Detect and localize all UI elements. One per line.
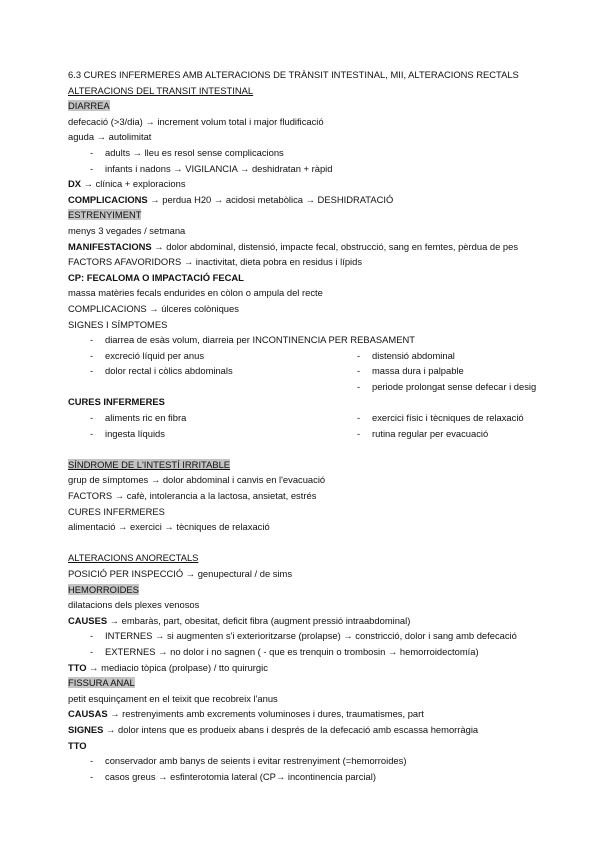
text-line: SIGNES → dolor intens que es produeix abans i després de la defecació amb escassa hemorràgia <box>68 723 479 735</box>
section-heading: ALTERACIONS DEL TRANSIT INTESTINAL <box>68 84 254 96</box>
list-item: - EXTERNES → no dolor i no sagnen ( - que es trenquin o trombosin → hemorroidectomía) <box>90 645 479 657</box>
list-row: - excreció líquid per anus - distensió abdominal <box>90 349 455 361</box>
list-item: - infants i nadons → VIGILANCIA → deshidratan + ràpid <box>90 162 333 174</box>
text-line: COMPLICACIONS → úlceres colòniques <box>68 302 239 314</box>
text-line: menys 3 vegades / setmana <box>68 224 186 236</box>
text-line: DX → clínica + exploracions <box>68 178 186 190</box>
list-item: - adults → lleu es resol sense complicacions <box>90 146 284 158</box>
text-line: dilatacions dels plexes venosos <box>68 599 200 611</box>
text-line: TTO → mediacio tòpica (prolpase) / tto quirurgic <box>68 661 268 673</box>
list-row: - ingesta líquids - rutina regular per evacuació <box>90 427 489 439</box>
text-line: COMPLICACIONS → perdua H20 → acidosi metabòlica → DESHIDRATACIÓ <box>68 193 394 205</box>
text-line: CP: FECALOMA O IMPACTACIÓ FECAL <box>68 271 244 283</box>
list-row: - periode prolongat sense defecar i desig <box>357 380 537 392</box>
doc-title: 6.3 CURES INFERMERES AMB ALTERACIONS DE TRÀNSIT INTESTINAL, MII, ALTERACIONS RECTALS <box>68 69 519 80</box>
subheading-fissura: FISSURA ANAL <box>68 677 135 689</box>
subheading-estrenyiment: ESTRENYIMENT <box>68 209 142 221</box>
text-line: CURES INFERMERES <box>68 396 165 408</box>
list-row: - dolor rectal i còlics abdominals - massa dura i palpable <box>90 365 464 377</box>
list-item: - diarrea de esàs volum, diarreia per INCONTINENCIA PER REBASAMENT <box>90 334 415 346</box>
text-line: massa matèries fecals endurides en còlon o ampula del recte <box>68 287 323 299</box>
text-line: CAUSAS → restrenyiments amb excrements voluminoses i dures, traumatismes, part <box>68 708 424 720</box>
document-page <box>68 67 568 784</box>
subheading-hemorroides: HEMORROIDES <box>68 583 139 595</box>
list-row: - aliments ric en fibra - exercici físic i tècniques de relaxació <box>90 412 524 424</box>
text-line: grup de símptomes → dolor abdominal i canvis en l'evacuació <box>68 474 326 486</box>
text-line: alimentació → exercici → tècniques de relaxació <box>68 521 270 533</box>
list-item: - INTERNES → si augmenten s'i exterioritzarse (prolapse) → constricció, dolor i sang amb defecació <box>90 630 517 642</box>
text-line: SIGNES I SÍMPTOMES <box>68 318 168 330</box>
list-item: - conservador amb banys de seients i evitar restrenyiment (=hemorroides) <box>90 755 407 767</box>
subheading-diarrea: DIARREA <box>68 100 110 112</box>
text-line: defecació (>3/dia) → increment volum total i major fludificació <box>68 115 324 127</box>
text-line: CURES INFERMERES <box>68 505 165 517</box>
text-line: petit esquinçament en el teixit que recobreix l'anus <box>68 692 278 704</box>
text-line: FACTORS → cafè, intolerancia a la lactosa, ansietat, estrés <box>68 490 317 502</box>
section-heading: ALTERACIONS ANORECTALS <box>68 552 199 564</box>
text-line: FACTORS AFAVORIDORS → inactivitat, dieta pobra en residus i lípids <box>68 256 363 268</box>
subheading-sii: SÍNDROME DE L'INTESTÍ IRRITABLE <box>68 458 231 470</box>
text-line: aguda → autolimitat <box>68 131 152 143</box>
list-item: - casos greus → esfinterotomia lateral (CP→ incontinencia parcial) <box>90 770 376 782</box>
text-line: MANIFESTACIONS → dolor abdominal, distensió, impacte fecal, obstrucció, sang en femtes, pèrdua de pes <box>68 240 519 252</box>
text-line: POSICIÓ PER INSPECCIÓ → genupectural / de sims <box>68 568 293 579</box>
text-line: TTO <box>68 739 87 751</box>
text-line: CAUSES → embaràs, part, obesitat, deficit fibra (augment pressió intraabdominal) <box>68 614 411 626</box>
